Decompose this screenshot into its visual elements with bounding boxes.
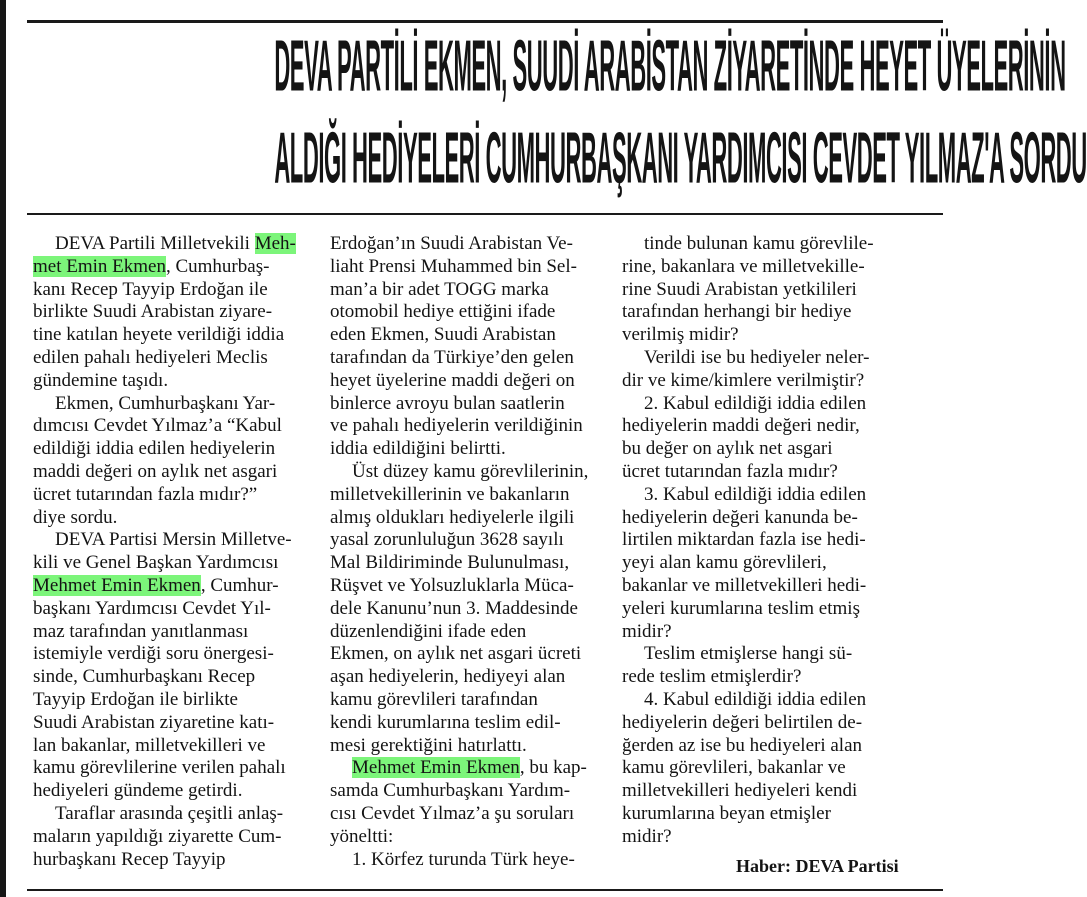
article-line — [330, 256, 606, 279]
line-text: ücret tutarından fazla mıdır? — [622, 460, 838, 482]
line-text: tinde bulunan kamu görevlile- — [644, 233, 874, 254]
line-text: yeleri kurumlarına teslim etmiş — [622, 597, 860, 619]
line-text: 1. Körfez turunda Türk heye- — [352, 848, 575, 870]
article-line — [33, 393, 309, 416]
article-line — [33, 438, 309, 461]
article-line — [622, 666, 898, 689]
article-line — [33, 484, 309, 507]
bottom-rule — [27, 889, 943, 891]
line-text: binlerce avroyu bulan saatlerin — [330, 392, 565, 414]
article-line — [33, 780, 309, 803]
article-line — [622, 552, 898, 575]
line-text: sinde, Cumhurbaşkanı Recep — [33, 666, 256, 688]
article-line — [330, 438, 606, 461]
line-text: yöneltti: — [330, 825, 394, 847]
line-text: DEVA Partisi Mersin Milletve- — [55, 529, 292, 551]
article-line — [622, 643, 898, 666]
line-text: DEVA Partili Milletvekili — [55, 233, 255, 254]
line-text: Tayyip Erdoğan ile birlikte — [33, 688, 238, 710]
line-text: otomobil hediye ettiğini ifade — [330, 301, 556, 323]
line-text: yasal zorunluluğun 3628 sayılı — [330, 529, 564, 551]
highlighted-name: Mehmet Emin Ekmen — [352, 757, 520, 779]
article-line — [622, 279, 898, 302]
line-text: dele Kanunu’nun 3. Maddesinde — [330, 597, 578, 619]
line-text: iddia edildiğini belirtti. — [330, 438, 506, 460]
line-text: , Cumhur- — [200, 574, 279, 596]
article-line — [622, 507, 898, 530]
line-text: Suudi Arabistan ziyaretine katı- — [33, 711, 275, 733]
article-line — [33, 575, 309, 598]
article-line — [330, 575, 606, 598]
line-text: samda Cumhurbaşkanı Yardım- — [330, 780, 571, 802]
article-line — [330, 233, 606, 256]
article-line — [33, 666, 309, 689]
line-text: 2. Kabul edildiği iddia edilen — [644, 392, 867, 414]
article-line — [330, 529, 606, 552]
article-line — [33, 347, 309, 370]
article-line — [330, 393, 606, 416]
line-text: cısı Cevdet Yılmaz’a şu soruları — [330, 802, 575, 824]
line-text: Ekmen, Cumhurbaşkanı Yar- — [55, 392, 276, 414]
line-text: kurumlarına beyan etmişler — [622, 802, 831, 824]
article-line — [330, 507, 606, 530]
line-text: aşan hediyelerin, hediyeyi alan — [330, 666, 566, 688]
article-line — [330, 370, 606, 393]
article-line — [330, 643, 606, 666]
line-text: kanı Recep Tayyip Erdoğan ile — [33, 278, 268, 300]
line-text: kendi kurumlarına teslim edil- — [330, 711, 561, 733]
article-line — [330, 461, 606, 484]
article-line — [33, 735, 309, 758]
line-text: Rüşvet ve Yolsuzluklarla Müca- — [330, 574, 574, 596]
line-text: milletvekillerinin ve bakanların — [330, 483, 570, 505]
article-line — [622, 301, 898, 324]
headline-line-1: DEVA PARTİLİ EKMEN, SUUDİ ARABİSTAN ZİYARETİNDE HEYET ÜYELERİNİN — [274, 27, 1066, 107]
article-line — [622, 689, 898, 712]
article-line — [330, 621, 606, 644]
article-line — [33, 301, 309, 324]
article-line — [622, 712, 898, 735]
highlighted-name: met Emin Ekmen — [33, 255, 166, 277]
line-text: rine, bakanlara ve milletvekille- — [622, 255, 865, 277]
article-line — [330, 279, 606, 302]
article-column-2 — [330, 233, 606, 871]
line-text: lirtilen miktardan fazla ise hedi- — [622, 529, 866, 551]
article-line — [330, 347, 606, 370]
line-text: düzenlendiğini ifade eden — [330, 620, 527, 642]
line-text: 4. Kabul edildiği iddia edilen — [644, 688, 867, 710]
line-text: istemiyle verdiği soru önergesi- — [33, 643, 274, 665]
line-text: dımcısı Cevdet Yılmaz’a “Kabul — [33, 415, 282, 437]
line-text: kamu görevlilerine verilen pahalı — [33, 757, 286, 779]
line-text: maların yapıldığı ziyarette Cum- — [33, 825, 282, 847]
line-text: hediyelerin değeri kanunda be- — [622, 506, 858, 528]
article-line — [33, 370, 309, 393]
article-line — [622, 780, 898, 803]
article-line — [622, 370, 898, 393]
article-line — [33, 279, 309, 302]
line-text: mesi gerektiğini hatırlattı. — [330, 734, 527, 756]
article-line — [33, 757, 309, 780]
article-line — [330, 803, 606, 826]
article-column-3 — [622, 233, 898, 849]
line-text: Taraflar arasında çeşitli anlaş- — [55, 802, 284, 824]
article-line — [330, 849, 606, 872]
line-text: edilen pahalı hediyeleri Meclis — [33, 346, 268, 368]
article-line — [33, 598, 309, 621]
article-column-1 — [33, 233, 309, 871]
line-text: dir ve kime/kimlere verilmiştir? — [622, 369, 865, 391]
article-line — [622, 826, 898, 849]
article-line — [622, 461, 898, 484]
article-line — [622, 415, 898, 438]
line-text: kamu görevlileri tarafından — [330, 688, 538, 710]
line-text: başkanı Yardımcısı Cevdet Yıl- — [33, 597, 271, 619]
line-text: maddi değeri on aylık net asgari — [33, 460, 278, 482]
article-line — [622, 529, 898, 552]
line-text: Mal Bildiriminde Bulunulması, — [330, 552, 570, 574]
article-line — [622, 484, 898, 507]
article-line — [33, 689, 309, 712]
article-line — [330, 552, 606, 575]
article-line — [33, 233, 309, 256]
article-line — [330, 780, 606, 803]
line-text: heyet üyelerine maddi değeri on — [330, 369, 575, 391]
article-line — [622, 324, 898, 347]
article-line — [622, 256, 898, 279]
line-text: hediyelerin değeri belirtilen de- — [622, 711, 863, 733]
line-text: ücret tutarından fazla mıdır?” — [33, 483, 258, 505]
article-line — [622, 438, 898, 461]
line-text: Verildi ise bu hediyeler neler- — [644, 346, 870, 368]
article-line — [330, 324, 606, 347]
line-text: bu değer on aylık net asgari — [622, 438, 833, 460]
line-text: hediyelerin maddi değeri nedir, — [622, 415, 860, 437]
article-line — [33, 256, 309, 279]
line-text: almış oldukları hediyelerle ilgili — [330, 506, 575, 528]
article-line — [33, 324, 309, 347]
line-text: eden Ekmen, Suudi Arabistan — [330, 324, 556, 346]
article-line — [33, 507, 309, 530]
line-text: rine Suudi Arabistan yetkilileri — [622, 278, 857, 300]
article-line — [330, 757, 606, 780]
line-text: Erdoğan’ın Suudi Arabistan Ve- — [330, 233, 573, 254]
article-line — [33, 552, 309, 575]
article-line — [330, 666, 606, 689]
line-text: tine katılan heyete verildiği iddia — [33, 324, 285, 346]
article-line — [330, 484, 606, 507]
headline-line-2: ALDIĞI HEDİYELERİ CUMHURBAŞKANI YARDIMCISI CEVDET YILMAZ'A SORDU — [274, 119, 1087, 199]
article-line — [330, 735, 606, 758]
article-line — [622, 757, 898, 780]
line-text: ve pahalı hediyelerin verildiğinin — [330, 415, 583, 437]
article-line — [33, 529, 309, 552]
article-line — [33, 826, 309, 849]
article-line — [33, 415, 309, 438]
line-text: birlikte Suudi Arabistan ziyare- — [33, 301, 273, 323]
line-text: milletvekilleri hediyeleri kendi — [622, 780, 858, 802]
article-line — [622, 347, 898, 370]
line-text: ğerden az ise bu hediyeleri alan — [622, 734, 863, 756]
highlighted-name: Mehmet Emin Ekmen — [33, 574, 201, 596]
article-line — [330, 826, 606, 849]
line-text: hurbaşkanı Recep Tayyip — [33, 848, 226, 870]
line-text: verilmiş midir? — [622, 324, 739, 346]
line-text: edildiği iddia edilen hediyelerin — [33, 438, 276, 460]
line-text: , Cumhurbaş- — [165, 255, 270, 277]
line-text: midir? — [622, 825, 672, 847]
line-text: kamu görevlileri, bakanlar ve — [622, 757, 846, 779]
article-line — [33, 461, 309, 484]
line-text: lan bakanlar, milletvekilleri ve — [33, 734, 266, 756]
top-rule — [27, 20, 943, 23]
article-line — [33, 643, 309, 666]
line-text: rede teslim etmişlerdir? — [622, 666, 802, 688]
line-text: 3. Kabul edildiği iddia edilen — [644, 483, 867, 505]
line-text: kili ve Genel Başkan Yardımcısı — [33, 552, 279, 574]
article-line — [33, 621, 309, 644]
line-text: , bu kap- — [519, 757, 587, 779]
article-line — [330, 712, 606, 735]
line-text: tarafından herhangi bir hediye — [622, 301, 852, 323]
article-line — [33, 712, 309, 735]
line-text: maz tarafından yanıtlanması — [33, 620, 249, 642]
line-text: tarafından da Türkiye’den gelen — [330, 346, 574, 368]
line-text: bakanlar ve milletvekilleri hedi- — [622, 574, 867, 596]
line-text: man’a bir adet TOGG marka — [330, 278, 549, 300]
article-line — [622, 233, 898, 256]
article-line — [622, 575, 898, 598]
article-line — [330, 598, 606, 621]
byline: Haber: DEVA Partisi — [736, 856, 899, 876]
line-text: gündemine taşıdı. — [33, 369, 169, 391]
line-text: yeyi alan kamu görevlileri, — [622, 552, 827, 574]
left-edge-bar — [0, 0, 6, 897]
article-line — [33, 803, 309, 826]
line-text: hediyeleri gündeme getirdi. — [33, 780, 243, 802]
article-line — [33, 849, 309, 872]
article-line — [622, 803, 898, 826]
article-line — [622, 598, 898, 621]
article-line — [622, 621, 898, 644]
article-line — [622, 735, 898, 758]
line-text: midir? — [622, 620, 672, 642]
article-line — [622, 393, 898, 416]
article-line — [330, 415, 606, 438]
article-line — [330, 301, 606, 324]
line-text: Ekmen, on aylık net asgari ücreti — [330, 643, 582, 665]
article-line — [330, 689, 606, 712]
line-text: Teslim etmişlerse hangi sü- — [644, 643, 853, 665]
line-text: diye sordu. — [33, 506, 118, 528]
line-text: liaht Prensi Muhammed bin Sel- — [330, 255, 577, 277]
line-text: Üst düzey kamu görevlilerinin, — [352, 460, 589, 482]
highlighted-name: Meh- — [254, 233, 296, 254]
headline-divider — [27, 213, 943, 215]
